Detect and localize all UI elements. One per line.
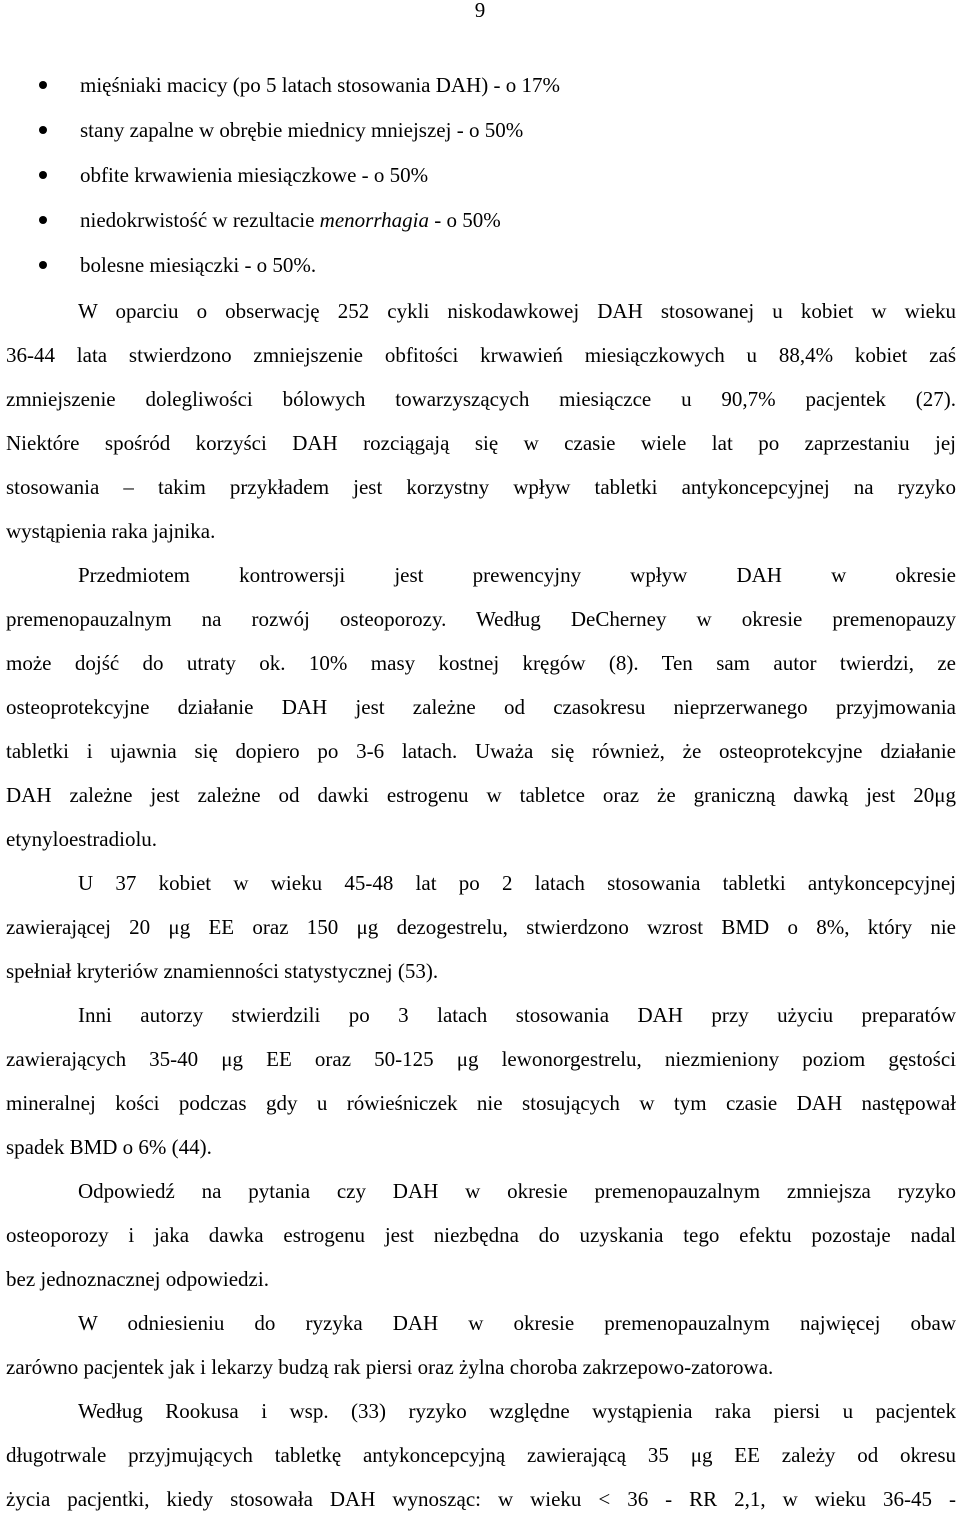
paragraph bbox=[6, 560, 956, 868]
paragraph-line: tabletki i ujawnia się dopiero po 3-6 latach. Uważa się również, że osteoprotekcyjne działanie bbox=[6, 739, 956, 763]
paragraph-line: W odniesieniu do ryzyka DAH w okresie premenopauzalnym najwięcej obaw bbox=[78, 1311, 956, 1335]
paragraph-line: mineralnej kości podczas gdy u rówieśniczek nie stosujących w tym czasie DAH następował bbox=[6, 1091, 956, 1115]
paragraph-line: zawierającej 20 μg EE oraz 150 μg dezogestrelu, stwierdzono wzrost BMD o 8%, który nie bbox=[6, 915, 956, 939]
paragraph-line: może dojść do utraty ok. 10% masy kostnej kręgów (8). Ten sam autor twierdzi, ze bbox=[6, 651, 956, 675]
paragraph-line: osteoprotekcyjne działanie DAH jest zależne od czasokresu nieprzerwanego przyjmowania bbox=[6, 695, 956, 719]
body-text bbox=[6, 296, 956, 1528]
paragraph-line: premenopauzalnym na rozwój osteoporozy. Według DeCherney w okresie premenopauzy bbox=[6, 607, 956, 631]
paragraph-line: Niektóre spośród korzyści DAH rozciągają się w czasie wiele lat po zaprzestaniu jej bbox=[6, 431, 956, 455]
paragraph bbox=[6, 868, 956, 1000]
page-number: 9 bbox=[474, 0, 486, 22]
list-item bbox=[0, 205, 960, 250]
list-item-text-post: - o 50% bbox=[428, 208, 501, 232]
list-item-text-pre: niedokrwistość w rezultacie bbox=[80, 208, 320, 232]
paragraph bbox=[6, 296, 956, 560]
bullet-icon bbox=[39, 171, 47, 179]
bullet-icon bbox=[39, 261, 47, 269]
paragraph-line: bez jednoznacznej odpowiedzi. bbox=[6, 1267, 269, 1291]
paragraph-line: stosowania – takim przykładem jest korzystny wpływ tabletki antykoncepcyjnej na ryzyko bbox=[6, 475, 956, 499]
list-item bbox=[0, 160, 960, 205]
list-item bbox=[0, 115, 960, 160]
paragraph bbox=[6, 1176, 956, 1308]
paragraph-line: U 37 kobiet w wieku 45-48 lat po 2 latach stosowania tabletki antykoncepcyjnej bbox=[78, 871, 956, 895]
bullet-icon bbox=[39, 216, 47, 224]
list-item-text: mięśniaki macicy (po 5 latach stosowania DAH) - o 17% bbox=[80, 73, 560, 97]
paragraph-line: długotrwale przyjmujących tabletkę antykoncepcyjną zawierającą 35 μg EE zależy od okresu bbox=[6, 1443, 956, 1467]
paragraph-line: zawierających 35-40 μg EE oraz 50-125 μg lewonorgestrelu, niezmieniony poziom gęstości bbox=[6, 1047, 956, 1071]
paragraph bbox=[6, 1396, 956, 1528]
paragraph-line: Przedmiotem kontrowersji jest prewencyjny wpływ DAH w okresie bbox=[78, 563, 956, 587]
paragraph-line: etynyloestradiolu. bbox=[6, 827, 158, 851]
paragraph bbox=[6, 1000, 956, 1176]
paragraph-line: wystąpienia raka jajnika. bbox=[6, 519, 216, 543]
list-item-text: bolesne miesiączki - o 50%. bbox=[80, 253, 317, 277]
paragraph-line: zarówno pacjentek jak i lekarzy budzą rak piersi oraz żylna choroba zakrzepowo-zatorowa. bbox=[6, 1355, 774, 1379]
paragraph-line: spadek BMD o 6% (44). bbox=[6, 1135, 212, 1159]
list-item-text-emphasis: menorrhagia bbox=[319, 208, 429, 232]
paragraph-line: DAH zależne jest zależne od dawki estrogenu w tabletce oraz że graniczną dawką jest 20μg bbox=[6, 783, 956, 807]
paragraph-line: osteoporozy i jaka dawka estrogenu jest niezbędna do uzyskania tego efektu pozostaje nadal bbox=[6, 1223, 956, 1247]
bullet-icon bbox=[39, 81, 47, 89]
list-item bbox=[0, 70, 960, 115]
list-item-text: obfite krwawienia miesiączkowe - o 50% bbox=[80, 163, 429, 187]
paragraph-line: spełniał kryteriów znamienności statystycznej (53). bbox=[6, 959, 439, 983]
list-item bbox=[0, 250, 960, 295]
paragraph-line: Odpowiedź na pytania czy DAH w okresie premenopauzalnym zmniejsza ryzyko bbox=[78, 1179, 956, 1203]
list-item-text: stany zapalne w obrębie miednicy mniejszej - o 50% bbox=[80, 118, 524, 142]
paragraph-line: Inni autorzy stwierdzili po 3 latach stosowania DAH przy użyciu preparatów bbox=[78, 1003, 956, 1027]
paragraph-line: W oparciu o obserwację 252 cykli niskodawkowej DAH stosowanej u kobiet w wieku bbox=[78, 299, 956, 323]
bullet-list bbox=[0, 70, 960, 295]
paragraph-line: zmniejszenie dolegliwości bólowych towarzyszących miesiączce u 90,7% pacjentek (27). bbox=[6, 387, 956, 411]
paragraph bbox=[6, 1308, 956, 1396]
paragraph-line: 36-44 lata stwierdzono zmniejszenie obfitości krwawień miesiączkowych u 88,4% kobiet zaś bbox=[6, 343, 956, 367]
bullet-icon bbox=[39, 126, 47, 134]
paragraph-line: Według Rookusa i wsp. (33) ryzyko względne wystąpienia raka piersi u pacjentek bbox=[78, 1399, 956, 1423]
paragraph-line: życia pacjentki, kiedy stosowała DAH wynosząc: w wieku < 36 - RR 2,1, w wieku 36-45 - bbox=[6, 1487, 956, 1511]
